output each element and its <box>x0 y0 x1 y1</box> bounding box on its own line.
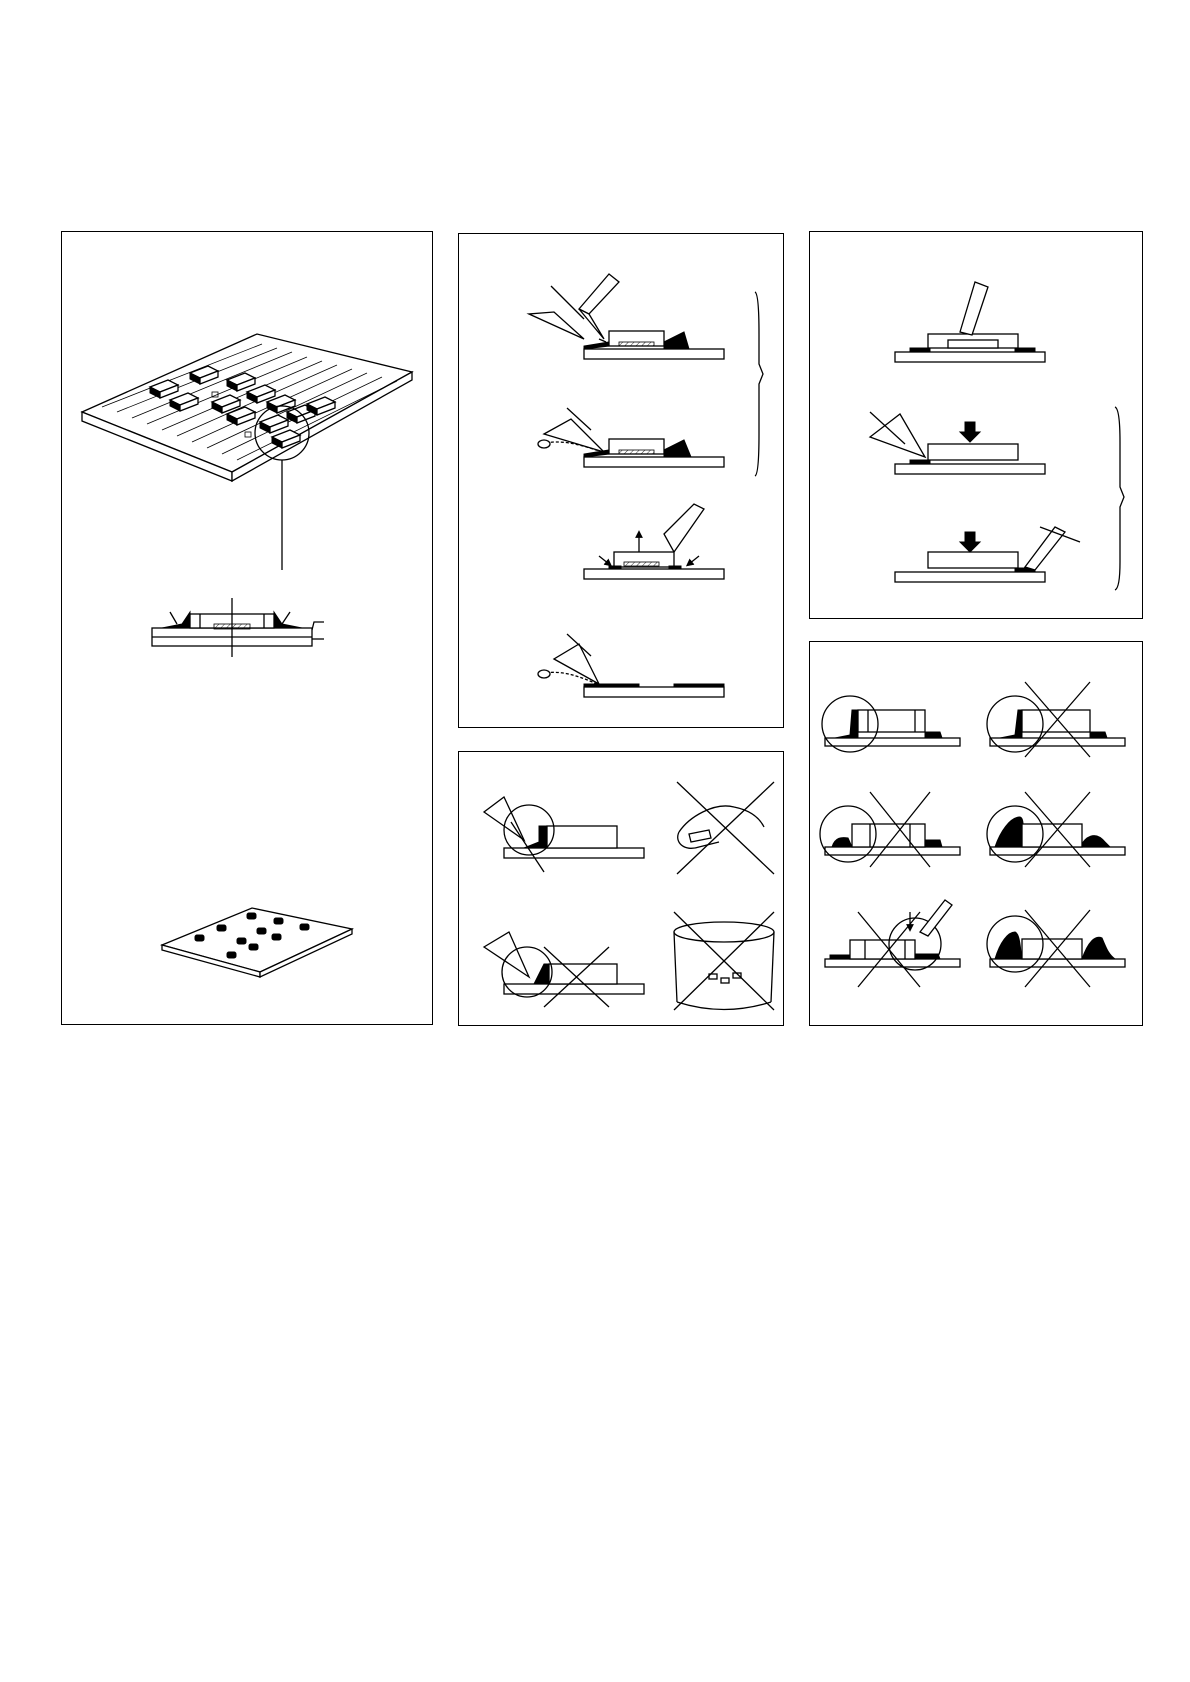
bad-joint <box>987 910 1125 987</box>
overview-drawing <box>62 232 434 1026</box>
small-board <box>162 908 352 977</box>
no-fingers <box>677 782 774 874</box>
panel-mounting-steps <box>809 231 1143 619</box>
panel-solder-joint-quality <box>809 641 1143 1026</box>
correct-iron <box>484 797 644 872</box>
place-chip <box>895 282 1045 362</box>
bad-joint <box>987 682 1125 757</box>
brace-bracket <box>755 292 763 476</box>
removal-drawing <box>459 234 785 729</box>
bad-joint <box>987 792 1125 867</box>
no-container <box>674 912 774 1010</box>
pcb-perspective <box>82 334 412 481</box>
heat-solder <box>529 274 724 359</box>
panel-handling-precautions <box>458 751 784 1026</box>
bad-joint <box>825 900 960 987</box>
solder-left <box>870 412 1045 474</box>
handling-drawing <box>459 752 785 1027</box>
good-joint <box>822 696 960 752</box>
panel-removal-steps <box>458 233 784 728</box>
solder-right <box>895 527 1080 582</box>
panel-overview <box>61 231 433 1025</box>
brace-bracket <box>1115 407 1124 590</box>
chip-cross-section <box>152 598 324 657</box>
wick-solder <box>538 408 724 467</box>
mounting-drawing <box>810 232 1144 620</box>
clean-pads <box>538 634 724 697</box>
lift-chip <box>584 504 724 579</box>
wrong-iron <box>484 932 644 1007</box>
joint-quality-drawing <box>810 642 1144 1027</box>
bad-joint <box>820 792 960 867</box>
